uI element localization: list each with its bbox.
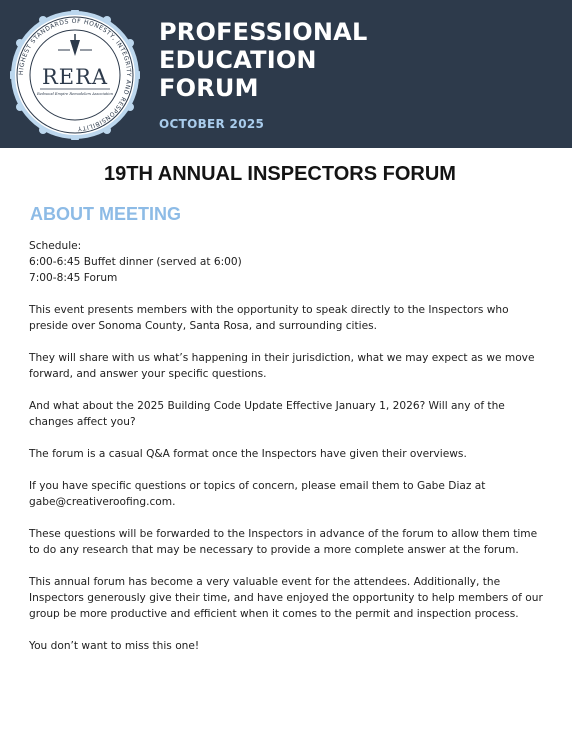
schedule-label: Schedule:: [29, 240, 82, 252]
header-title-line: FORUM: [159, 74, 259, 102]
paragraph: They will share with us what’s happening in their jurisdiction, what we may expect as we move forward, and answer your specific questions.: [29, 352, 535, 380]
paragraph: This event presents members with the opportunity to speak directly to the Inspectors who preside over Sonoma County, Santa Rosa, and surrounding cities.: [29, 304, 509, 332]
header-date: OCTOBER 2025: [159, 117, 265, 131]
page-title: 19TH ANNUAL INSPECTORS FORUM: [104, 163, 456, 185]
logo-subname: Redwood Empire Remodelers Association: [36, 92, 114, 96]
header-title-line: PROFESSIONAL: [159, 18, 368, 46]
paragraph: You don’t want to miss this one!: [29, 640, 200, 652]
schedule-item: 6:00-6:45 Buffet dinner (served at 6:00): [29, 256, 242, 268]
header-title-line: EDUCATION: [159, 46, 317, 74]
schedule-item: 7:00-8:45 Forum: [29, 272, 118, 284]
schedule: [29, 238, 544, 286]
paragraph: The forum is a casual Q&A format once the Inspectors have given their overviews.: [29, 448, 467, 460]
rera-logo: [10, 10, 140, 140]
section-heading: ABOUT MEETING: [30, 204, 181, 224]
header-title: [159, 18, 367, 102]
seal-ring-text: HIGHEST STANDARDS OF HONESTY, INTEGRITY AND RESPONSIBILITY: [17, 17, 133, 132]
logo-acronym: RERA: [41, 65, 109, 89]
header-banner: [0, 0, 572, 148]
paragraph: This annual forum has become a very valuable event for the attendees. Additionally, the Inspectors generously give their time, and have enjoyed the opportunity to help members of our group be more productive and efficient when it comes to the permit and inspection process.: [29, 576, 543, 620]
paragraph: These questions will be forwarded to the Inspectors in advance of the forum to allow them time to do any research that may be necessary to provide a more complete answer at the forum.: [29, 528, 538, 556]
meeting-description: [29, 238, 544, 670]
paragraph: And what about the 2025 Building Code Update Effective January 1, 2026? Will any of the changes affect you?: [29, 400, 505, 428]
paragraph: If you have specific questions or topics of concern, please email them to Gabe Diaz at gabe@creativeroofing.com.: [29, 480, 486, 508]
